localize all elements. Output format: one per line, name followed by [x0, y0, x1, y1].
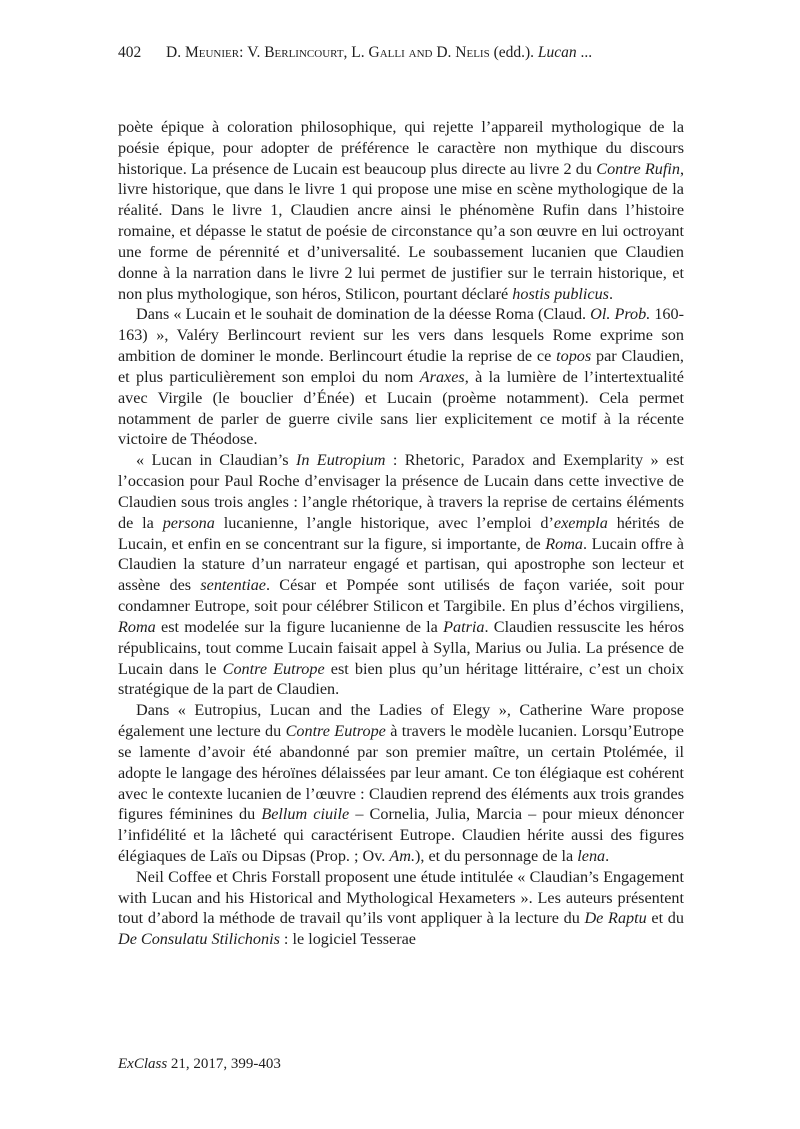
text-run: est modelée sur la figure lucanienne de la	[155, 617, 444, 636]
text-run: hérités de Lucain, et enfin en se concentrant sur la figure, si importante, de	[118, 513, 684, 553]
footer-citation: 21, 2017, 399-403	[167, 1056, 281, 1072]
paragraph	[118, 700, 684, 867]
text-run: . Lucain offre à Claudien la stature d’un narrateur engagé et partisan, qui apostrophe son lecteur et assène des	[118, 534, 684, 595]
text-run: est bien plus qu’un héritage littéraire, c’est un choix stratégique de la part de Claudien.	[118, 659, 684, 699]
text-run: – Cornelia, Julia, Marcia – pour mieux dénoncer l’infidélité et la lâcheté qui caractérisent Eutrope. Claudien hérite aussi des figures élégiaques de Laïs ou Dipsas (Prop. ; Ov.	[118, 805, 684, 865]
italic-text: In Eutropium	[295, 451, 386, 470]
header-book-title: Lucan	[537, 44, 577, 61]
body-text	[118, 117, 684, 950]
text-run: poète épique à coloration philosophique, qui rejette l’appareil mythologique de la poésie épique, pour adopter de préférence le caractère non mythique du discours historique. La présence de Lucain est beaucoup plus directe au livre 2 du	[118, 118, 684, 178]
text-run: Dans « Eutropius, Lucan and the Ladies of Elegy », Catherine Ware propose également une lecture du	[118, 701, 684, 741]
paragraph	[118, 304, 684, 450]
text-run: . Claudien ressuscite les héros républicains, tout comme Lucain faisait appel à Sylla, Marius ou Julia. La présence de Lucain dans le	[118, 617, 685, 678]
italic-text: lena	[577, 846, 606, 865]
text-run: , livre historique, que dans le livre 1 qui propose une mise en scène mythologique de la réalité. Dans le livre 1, Claudien ancre ainsi le phénomène Rufin dans l’histoire romaine, et dépasse le statut de poésie de circonstance qu’a son œuvre en lui octroyant une forme de pérennité et d’universalité. Le soubassement lucanien que Claudien donne à la narration dans le livre 2 lui permet de justifier sur le terrain historique, et non plus mythologique, son héros, Stilicon, pourtant déclaré	[118, 159, 685, 303]
italic-text: persona	[162, 513, 215, 532]
text-run: .	[605, 846, 610, 865]
header-editor-run: (edd.).	[489, 44, 538, 61]
header-separator: :	[239, 44, 248, 61]
italic-text: sententiae	[200, 576, 266, 595]
italic-text: hostis publicus	[512, 284, 609, 303]
italic-text: Contre Eutrope	[222, 659, 325, 678]
text-run: .	[608, 284, 614, 303]
italic-text: Patria	[443, 617, 485, 636]
paragraph	[118, 867, 684, 950]
italic-text: Roma	[545, 534, 583, 553]
italic-text: Contre Rufin	[596, 159, 680, 178]
paragraph	[118, 450, 684, 700]
text-run: . César et Pompée sont utilisés de façon variée, soit pour condamner Eutrope, soit pour célébrer Stilicon et Targibile. En plus d’échos virgiliens,	[118, 576, 684, 616]
italic-text: topos	[556, 347, 592, 366]
italic-text: Contre Eutrope	[285, 722, 386, 741]
header-editor-run: V. Berlincourt	[247, 44, 344, 61]
text-run: à travers le modèle lucanien. Lorsqu’Eutrope se lamente d’avoir été abandonné par son premier maître, un certain Ptolémée, il adopte le langage des héroïnes délaissées par leur amant. Ce ton élégiaque est cohérent avec le contexte lucanien de l’œuvre : Claudien reprend des éléments aux trois grandes figures féminines du	[118, 722, 684, 824]
header-editors	[247, 44, 538, 61]
header-ellipsis: ...	[576, 44, 593, 61]
running-header	[118, 44, 688, 62]
paragraph	[118, 117, 684, 304]
text-run: ), et du personnage de la	[415, 846, 578, 865]
italic-text: Am.	[389, 846, 416, 865]
text-run: : le logiciel Tesserae	[279, 930, 416, 949]
text-run: Neil Coffee et Chris Forstall proposent une étude intitulée « Claudian’s Engagement with Lucan and his Historical and Mythological Hexameters ». Les auteurs présentent tout d’abord la méthode de travail qu’ils vont appliquer à la lecture du	[118, 867, 684, 928]
italic-text: Bellum ciuile	[261, 805, 350, 824]
header-author: D. Meunier	[166, 44, 240, 61]
text-run: lucanienne, l’angle historique, avec l’emploi d’	[214, 513, 554, 532]
text-run: , à la lumière de l’intertextualité avec Virgile (le bouclier d’Énée) et Lucain (proème notamment). Cela permet notamment de parler de guerre civile sans lier explicitement ce motif à la récente victoire de Théodose.	[118, 367, 684, 449]
italic-text: De Raptu	[584, 909, 647, 928]
footer-journal: ExClass	[118, 1056, 168, 1072]
text-run: : Rhetoric, Paradox and Exemplarity » est l’occasion pour Paul Roche d’envisager la présence de Lucain dans cette invective de Claudien sous trois angles : l’angle rhétorique, à travers la reprise de certains éléments de la	[118, 451, 684, 532]
text-run: « Lucan in Claudian’s	[136, 451, 296, 470]
italic-text: De Consulatu Stilichonis	[118, 930, 280, 949]
italic-text: exempla	[553, 513, 608, 532]
text-run: et du	[646, 909, 684, 928]
header-editor-run: L. Galli and D. Nelis	[351, 44, 490, 61]
header-editor-run: ,	[343, 44, 352, 61]
page-footer	[118, 1056, 281, 1073]
italic-text: Roma	[118, 617, 156, 636]
italic-text: Araxes	[419, 367, 465, 386]
italic-text: Ol. Prob.	[590, 305, 651, 324]
text-run: 160-163) », Valéry Berlincourt revient sur les vers dans lesquels Rome exprime son ambition de dominer le monde. Berlincourt étudie la reprise de ce	[118, 305, 685, 366]
text-run: par Claudien, et plus particulièrement son emploi du nom	[118, 347, 684, 386]
text-run: Dans « Lucain et le souhait de domination de la déesse Roma (Claud.	[136, 305, 591, 324]
page-number: 402	[118, 44, 142, 61]
